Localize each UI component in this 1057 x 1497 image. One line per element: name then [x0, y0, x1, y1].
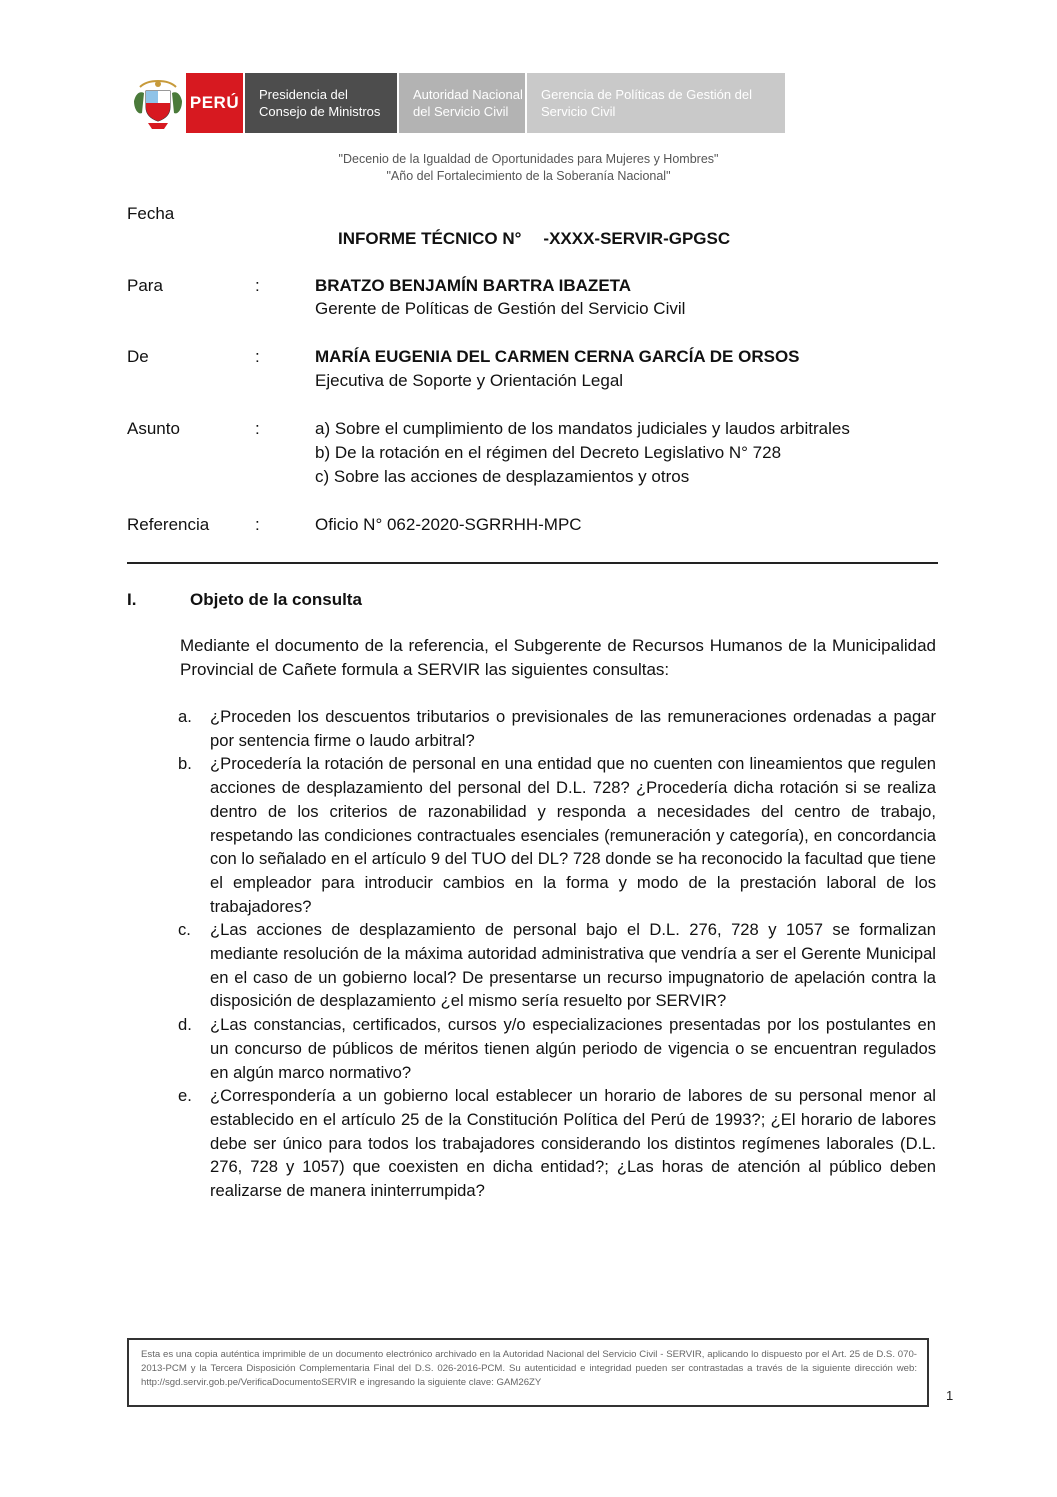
de-role: Ejecutiva de Soporte y Orientación Legal — [315, 371, 624, 390]
para-role: Gerente de Políticas de Gestión del Servicio Civil — [315, 299, 686, 318]
question-letter: c. — [178, 920, 191, 940]
peru-brand-label: PERÚ — [186, 73, 243, 133]
report-title-code: -XXXX-SERVIR-GPGSC — [543, 229, 731, 248]
asunto-label: Asunto — [127, 419, 180, 438]
asunto-colon: : — [255, 419, 260, 438]
asunto-item-c: c) Sobre las acciones de desplazamientos y otros — [315, 467, 690, 486]
institutional-header — [130, 73, 785, 133]
question-letter: b. — [178, 754, 192, 774]
question-item-e — [178, 1084, 936, 1203]
de-name: MARÍA EUGENIA DEL CARMEN CERNA GARCÍA DE ORSOS — [315, 347, 800, 366]
section-number: I. — [127, 590, 137, 609]
para-label: Para — [127, 276, 163, 295]
referencia-value: Oficio N° 062-2020-SGRRHH-MPC — [315, 515, 582, 534]
decenio-motto: "Decenio de la Igualdad de Oportunidades para Mujeres y Hombres" — [338, 152, 719, 166]
de-label: De — [127, 347, 149, 366]
fecha-label: Fecha — [127, 204, 175, 223]
question-item-b — [178, 752, 936, 918]
section-title: Objeto de la consulta — [190, 590, 362, 609]
question-letter: a. — [178, 707, 192, 726]
org-gerencia: Gerencia de Políticas de Gestión del Servicio Civil — [527, 73, 785, 133]
para-name: BRATZO BENJAMÍN BARTRA IBAZETA — [315, 276, 632, 295]
question-item-d — [178, 1013, 936, 1084]
header-divider — [127, 562, 938, 564]
year-motto: "Año del Fortalecimiento de la Soberanía Nacional" — [386, 169, 671, 183]
question-letter: e. — [178, 1086, 192, 1106]
question-text: ¿Procedería la rotación de personal en una entidad que no cuenten con lineamientos que regulen acciones de desplazamiento del personal del D.L. 728? ¿Procedería dicha rotación si se realiza dentro de los criterios de razonabilidad y responda a necesidades del centro de trabajo, respetando las condiciones contractuales esenciales (remuneración y categoría), en concordancia con lo señalado en el artículo 9 del TUO del DL? 728 donde se ha reconocido la facultad que tiene el empleador para introducir cambios en la forma y modo de la prestación laboral de los trabajadores? — [210, 754, 936, 916]
question-text: ¿Proceden los descuentos tributarios o previsionales de las remuneraciones ordenadas a pagar por sentencia firme o laudo arbitral? — [210, 707, 936, 750]
referencia-label: Referencia — [127, 515, 210, 534]
section-intro: Mediante el documento de la referencia, el Subgerente de Recursos Humanos de la Municipalidad Provincial de Cañete formula a SERVIR las siguientes consultas: — [180, 636, 936, 679]
question-item-a — [178, 705, 936, 752]
question-letter: d. — [178, 1015, 192, 1035]
question-list — [178, 705, 936, 1203]
de-colon: : — [255, 347, 260, 366]
org-presidencia: Presidencia del Consejo de Ministros — [245, 73, 397, 133]
asunto-item-b: b) De la rotación en el régimen del Decreto Legislativo N° 728 — [315, 443, 782, 462]
question-text: ¿Correspondería a un gobierno local establecer un horario de labores de su personal menor al establecido en el artículo 25 de la Constitución Política del Perú de 1993?; ¿El horario de labores debe ser único para todos los trabajadores considerando los distintos regímenes laborales (D.L. 276, 728 y 1057) que coexisten en dicha entidad?; ¿Las horas de atención al público deben realizarse de manera ininterrumpida? — [210, 1086, 936, 1201]
referencia-colon: : — [255, 515, 260, 534]
report-title-number-label: INFORME TÉCNICO N° — [338, 229, 522, 248]
question-item-c — [178, 918, 936, 1013]
org-autoridad: Autoridad Nacional del Servicio Civil — [399, 73, 525, 133]
question-text: ¿Las acciones de desplazamiento de personal bajo el D.L. 276, 728 y 1057 se formalizan mediante resolución de la máxima autoridad administrativa que vendría a ser el Gerente Municipal en el caso de un gobierno local? De presentarse un recurso impugnatorio de apelación contra la disposición de desplazamiento ¿el mismo sería resuelto por SERVIR? — [210, 920, 936, 1011]
question-text: ¿Las constancias, certificados, cursos y/o especializaciones presentadas por los postulantes en un concurso de públicos de méritos tienen algún periodo de vigencia o se encuentran regulados en algún marco normativo? — [210, 1015, 936, 1082]
para-colon: : — [255, 276, 260, 295]
asunto-item-a: a) Sobre el cumplimiento de los mandatos judiciales y laudos arbitrales — [315, 419, 850, 438]
authenticity-notice: Esta es una copia auténtica imprimible de un documento electrónico archivado en la Autoridad Nacional del Servicio Civil - SERVIR, aplicando lo dispuesto por el Art. 25 de D.S. 070-2013-PCM y la Tercera Disposición Complementaria Final del D.S. 026-2016-PCM. Su autenticidad e integridad pueden ser contrastadas a través de la siguiente dirección web: http://sgd.servir.gob.pe/VerificaDocumentoSERVIR e ingresando la siguiente clave: GAM26ZY — [127, 1338, 929, 1407]
coat-of-arms-icon — [130, 73, 186, 133]
page-number: 1 — [946, 1388, 954, 1403]
report-title — [338, 229, 730, 249]
